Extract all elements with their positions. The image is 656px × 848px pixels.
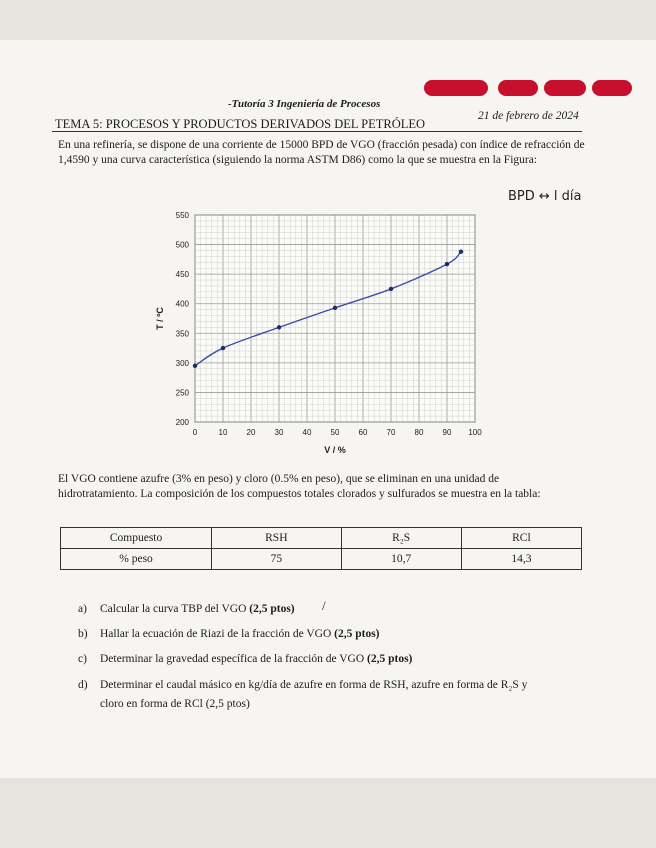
x-tick-label: 10 [218,428,228,437]
topic-title: TEMA 5: PROCESOS Y PRODUCTOS DERIVADOS DEL PETRÓLEO [55,117,426,131]
y-tick-label: 200 [175,418,189,427]
x-tick-label: 50 [330,428,340,437]
y-axis-label: T / ºC [155,307,165,330]
table-header-row [61,528,582,549]
table-header: Compuesto [61,528,212,549]
y-tick-label: 300 [175,358,189,368]
table-header: RSH [212,528,341,549]
data-point [445,262,449,266]
astm-d86-chart [150,200,495,465]
x-tick-label: 80 [414,428,424,437]
question-b: b) Hallar la ecuación de Riazi de la fracción de VGO (2,5 ptos) [78,628,380,640]
y-tick-label: 400 [175,299,189,309]
y-tick-label: 500 [175,240,189,250]
table-cell: 14,3 [461,549,581,570]
redacted-name [498,80,538,96]
x-tick-label: 100 [468,428,482,437]
y-tick-label: 350 [175,329,189,339]
data-point [277,325,281,329]
x-tick-label: 20 [246,428,256,437]
table-cell: 10,7 [341,549,461,570]
header-rule [52,131,582,132]
x-tick-label: 0 [192,428,198,437]
header-date: 21 de febrero de 2024 [478,110,579,122]
data-point [221,346,225,350]
data-point [459,249,463,253]
handwritten-tick: / [322,598,326,613]
composition-table [60,527,582,570]
table-row [61,549,582,570]
x-tick-label: 90 [442,428,452,437]
x-axis-label: V / % [324,445,346,455]
x-tick-label: 40 [302,428,312,437]
table-cell: 75 [212,549,341,570]
data-point [333,306,337,310]
data-point [193,364,197,368]
question-d: d) Determinar el caudal másico en kg/día de azufre en forma de RSH, azufre en forma de R₂S y [78,679,528,691]
y-tick-label: 550 [175,211,189,220]
intro-paragraph: En una refinería, se dispone de una corriente de 15000 BPD de VGO (fracción pesada) con índice de refracción de 1,4590 y una curva característica (siguiendo la norma ASTM D86) como la que se muestra en la Figura: [58,139,585,166]
question-a: a) Calcular la curva TBP del VGO (2,5 ptos) [78,603,295,615]
y-tick-label: 450 [175,270,189,280]
redacted-name [424,80,488,96]
table-header: R₂S [341,528,461,549]
table-cell: % peso [61,549,212,570]
redacted-name [592,80,632,96]
x-tick-label: 30 [274,428,284,437]
question-d-continuation: cloro en forma de RCl (2,5 ptos) [100,698,250,710]
y-tick-label: 250 [175,388,189,398]
table-header: RCl [461,528,581,549]
redacted-name [544,80,586,96]
x-tick-label: 60 [358,428,368,437]
handwritten-note: BPD ↔ l día [508,189,582,204]
question-c: c) Determinar la gravedad específica de la fracción de VGO (2,5 ptos) [78,653,413,665]
x-tick-label: 70 [386,428,396,437]
header-title: -Tutoría 3 Ingeniería de Procesos [228,98,381,110]
sulfur-chlorine-paragraph: El VGO contiene azufre (3% en peso) y cloro (0.5% en peso), que se eliminan en una unidad de hidrotratamiento. La composición de los compuestos totales clorados y sulfurados se muestra en la tabla: [58,473,541,500]
data-point [389,287,393,291]
